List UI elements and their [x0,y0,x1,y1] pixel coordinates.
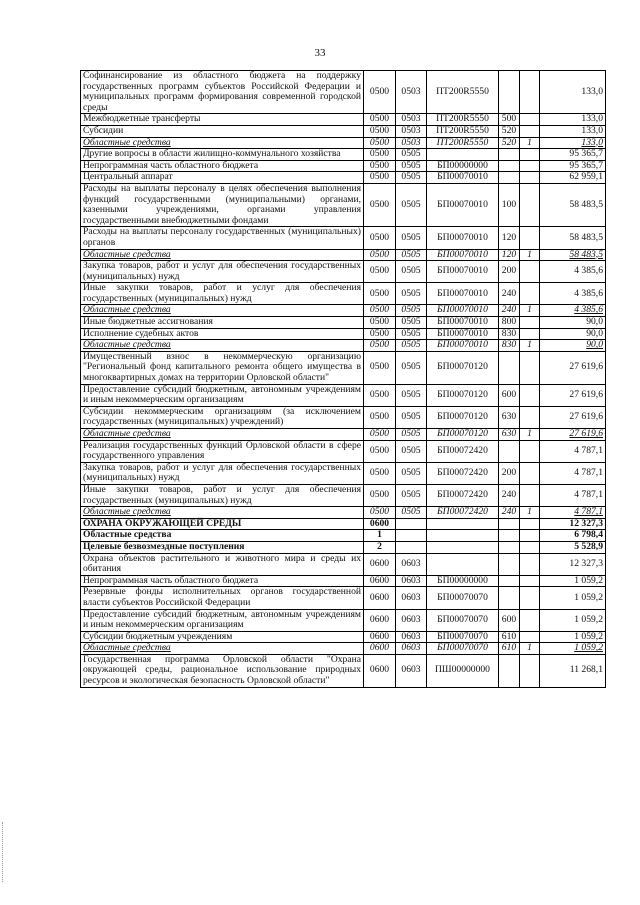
row-name: Межбюджетные трансферты [81,114,364,126]
subsection-code: 0603 [396,575,427,587]
subsection-code: 0505 [396,172,427,184]
section-code: 2 [364,541,396,553]
funding-source-code [520,172,540,184]
row-name: Непрограммная часть областного бюджета [81,160,364,172]
table-row [81,484,606,506]
section-code: 0600 [364,575,396,587]
funding-source-code [520,530,540,542]
funding-source-code [520,575,540,587]
row-name: Областные средства [81,305,364,317]
table-row [81,305,606,317]
subsection-code: 0503 [396,125,427,137]
expense-type-code [499,530,520,542]
row-name: Реализация государственных функций Орловской области в сфере государственного управления [81,440,364,462]
table-row [81,125,606,137]
funding-source-code [520,462,540,484]
section-code: 0600 [364,643,396,655]
subsection-code: 0505 [396,183,427,226]
subsection-code: 0505 [396,160,427,172]
row-name: Областные средства [81,429,364,441]
funding-source-code [520,149,540,161]
subsection-code [396,541,427,553]
target-article-code: БП00070010 [427,340,499,352]
table-row [81,384,606,406]
table-row [81,114,606,126]
row-name: Резервные фонды исполнительных органов государственной власти субъектов Российской Федерации [81,587,364,609]
subsection-code: 0505 [396,429,427,441]
expense-type-code: 830 [499,340,520,352]
margin-mark [2,822,4,882]
expense-type-code [499,541,520,553]
subsection-code: 0505 [396,384,427,406]
row-name: Охрана объектов растительного и животного мира и среды их обитания [81,553,364,575]
target-article-code [427,518,499,530]
table-row [81,654,606,687]
expense-type-code: 600 [499,384,520,406]
amount: 4 787,1 [540,462,606,484]
row-name: ОХРАНА ОКРУЖАЮЩЕЙ СРЕДЫ [81,518,364,530]
expense-type-code: 120 [499,227,520,249]
subsection-code: 0603 [396,553,427,575]
table-row [81,507,606,519]
table-row [81,518,606,530]
funding-source-code: 1 [520,137,540,149]
table-row [81,575,606,587]
section-code: 0500 [364,384,396,406]
section-code: 0500 [364,249,396,261]
budget-table [80,70,606,688]
section-code: 0600 [364,553,396,575]
expense-type-code: 630 [499,406,520,428]
amount: 133,0 [540,114,606,126]
amount: 4 385,6 [540,261,606,283]
target-article-code: БП00070120 [427,351,499,384]
subsection-code: 0505 [396,484,427,506]
subsection-code: 0603 [396,643,427,655]
target-article-code: БП00070120 [427,406,499,428]
expense-type-code: 800 [499,317,520,329]
amount: 1 059,2 [540,587,606,609]
funding-source-code [520,261,540,283]
expense-type-code [499,160,520,172]
section-code: 0500 [364,406,396,428]
table-row [81,71,606,114]
amount: 4 787,1 [540,440,606,462]
funding-source-code [520,631,540,643]
expense-type-code: 610 [499,643,520,655]
target-article-code: ПТ200R5550 [427,71,499,114]
section-code: 0500 [364,484,396,506]
expense-type-code [499,575,520,587]
row-name: Закупка товаров, работ и услуг для обеспечения государственных (муниципальных) нужд [81,261,364,283]
table-row [81,183,606,226]
target-article-code [427,541,499,553]
target-article-code: БП00070120 [427,429,499,441]
table-row [81,227,606,249]
target-article-code: БП00070010 [427,172,499,184]
table-row [81,261,606,283]
subsection-code: 0603 [396,609,427,631]
section-code: 0500 [364,261,396,283]
row-name: Предоставление субсидий бюджетным, автономным учреждениям и иным некоммерческим организациям [81,609,364,631]
section-code: 0500 [364,440,396,462]
funding-source-code: 1 [520,429,540,441]
row-name: Иные бюджетные ассигнования [81,317,364,329]
subsection-code: 0603 [396,587,427,609]
table-row [81,249,606,261]
table-row [81,643,606,655]
section-code: 0500 [364,429,396,441]
target-article-code: БП00072420 [427,507,499,519]
amount: 12 327,3 [540,518,606,530]
section-code: 0500 [364,305,396,317]
amount: 58 483,5 [540,183,606,226]
funding-source-code [520,317,540,329]
amount: 90,0 [540,340,606,352]
subsection-code: 0505 [396,227,427,249]
funding-source-code: 1 [520,507,540,519]
section-code: 0500 [364,351,396,384]
subsection-code: 0505 [396,507,427,519]
funding-source-code [520,553,540,575]
funding-source-code: 1 [520,305,540,317]
row-name: Иные закупки товаров, работ и услуг для обеспечения государственных (муниципальных) нужд [81,283,364,305]
target-article-code: ПТ200R5550 [427,114,499,126]
section-code: 0500 [364,507,396,519]
section-code: 0600 [364,654,396,687]
amount: 90,0 [540,328,606,340]
funding-source-code: 1 [520,340,540,352]
section-code: 0500 [364,328,396,340]
expense-type-code [499,654,520,687]
subsection-code: 0505 [396,317,427,329]
table-row [81,587,606,609]
expense-type-code: 240 [499,507,520,519]
expense-type-code [499,149,520,161]
expense-type-code [499,553,520,575]
amount: 1 059,2 [540,609,606,631]
section-code: 0500 [364,183,396,226]
amount: 1 059,2 [540,643,606,655]
funding-source-code [520,609,540,631]
row-name: Расходы на выплаты персоналу в целях обеспечения выполнения функций государственными (муниципальными) органами, казенными учреждениями, органами управления государственными внебюджетными фондами [81,183,364,226]
amount: 133,0 [540,125,606,137]
subsection-code [396,518,427,530]
subsection-code: 0505 [396,261,427,283]
table-row [81,137,606,149]
amount: 27 619,6 [540,429,606,441]
page-number: 33 [314,47,326,59]
row-name: Иные закупки товаров, работ и услуг для обеспечения государственных (муниципальных) нужд [81,484,364,506]
row-name: Целевые безвозмездные поступления [81,541,364,553]
row-name: Непрограммная часть областного бюджета [81,575,364,587]
row-name: Государственная программа Орловской области "Охрана окружающей среды, рациональное использование природных ресурсов и экологическая безопасность Орловской области" [81,654,364,687]
table-row [81,462,606,484]
target-article-code: БП00070010 [427,283,499,305]
table-row [81,283,606,305]
funding-source-code [520,541,540,553]
funding-source-code [520,654,540,687]
target-article-code: ПШ00000000 [427,654,499,687]
funding-source-code [520,71,540,114]
section-code: 0500 [364,137,396,149]
target-article-code [427,530,499,542]
amount: 1 059,2 [540,631,606,643]
subsection-code: 0603 [396,654,427,687]
target-article-code: БП00072420 [427,462,499,484]
section-code: 0500 [364,149,396,161]
amount: 27 619,6 [540,384,606,406]
subsection-code: 0505 [396,305,427,317]
subsection-code: 0505 [396,149,427,161]
amount: 4 787,1 [540,507,606,519]
expense-type-code: 120 [499,249,520,261]
subsection-code: 0503 [396,114,427,126]
funding-source-code [520,518,540,530]
amount: 4 385,6 [540,305,606,317]
expense-type-code [499,172,520,184]
target-article-code: БП00070070 [427,643,499,655]
target-article-code: БП00072420 [427,440,499,462]
subsection-code: 0503 [396,71,427,114]
row-name: Другие вопросы в области жилищно-коммунального хозяйства [81,149,364,161]
row-name: Расходы на выплаты персоналу государственных (муниципальных) органов [81,227,364,249]
target-article-code [427,149,499,161]
funding-source-code [520,125,540,137]
section-code: 0500 [364,114,396,126]
funding-source-code [520,328,540,340]
target-article-code [427,553,499,575]
amount: 58 483,5 [540,249,606,261]
section-code: 0500 [364,317,396,329]
expense-type-code: 200 [499,261,520,283]
table-row [81,541,606,553]
section-code: 0500 [364,283,396,305]
expense-type-code: 200 [499,462,520,484]
funding-source-code [520,183,540,226]
table-row [81,317,606,329]
amount: 6 798,4 [540,530,606,542]
row-name: Областные средства [81,340,364,352]
expense-type-code: 520 [499,137,520,149]
target-article-code: ПТ200R5550 [427,125,499,137]
target-article-code: БП00070010 [427,183,499,226]
row-name: Областные средства [81,507,364,519]
row-name: Областные средства [81,137,364,149]
subsection-code: 0505 [396,328,427,340]
subsection-code: 0505 [396,249,427,261]
row-name: Областные средства [81,530,364,542]
section-code: 0500 [364,125,396,137]
subsection-code: 0505 [396,283,427,305]
subsection-code: 0505 [396,351,427,384]
row-name: Софинансирование из областного бюджета на поддержку государственных программ субъектов Российской Федерации и муниципальных программ формирования современной городской среды [81,71,364,114]
table-row [81,440,606,462]
table-row [81,172,606,184]
amount: 95 365,7 [540,149,606,161]
row-name: Закупка товаров, работ и услуг для обеспечения государственных (муниципальных) нужд [81,462,364,484]
subsection-code: 0603 [396,631,427,643]
funding-source-code [520,283,540,305]
target-article-code: БП00070010 [427,317,499,329]
target-article-code: БП00000000 [427,575,499,587]
funding-source-code [520,384,540,406]
amount: 1 059,2 [540,575,606,587]
amount: 133,0 [540,137,606,149]
funding-source-code [520,484,540,506]
expense-type-code: 630 [499,429,520,441]
section-code: 0600 [364,587,396,609]
funding-source-code [520,160,540,172]
amount: 4 787,1 [540,484,606,506]
amount: 11 268,1 [540,654,606,687]
target-article-code: БП00000000 [427,160,499,172]
section-code: 0500 [364,462,396,484]
table-row [81,351,606,384]
table-row [81,406,606,428]
expense-type-code: 610 [499,631,520,643]
funding-source-code: 1 [520,249,540,261]
amount: 27 619,6 [540,351,606,384]
row-name: Исполнение судебных актов [81,328,364,340]
section-code: 0600 [364,518,396,530]
amount: 58 483,5 [540,227,606,249]
expense-type-code: 600 [499,609,520,631]
row-name: Субсидии [81,125,364,137]
target-article-code: БП00070010 [427,261,499,283]
row-name: Областные средства [81,643,364,655]
section-code: 0600 [364,609,396,631]
row-name: Центральный аппарат [81,172,364,184]
target-article-code: ПТ200R5550 [427,137,499,149]
funding-source-code: 1 [520,643,540,655]
section-code: 0600 [364,631,396,643]
section-code: 0500 [364,340,396,352]
subsection-code: 0505 [396,340,427,352]
expense-type-code: 240 [499,283,520,305]
expense-type-code [499,440,520,462]
funding-source-code [520,227,540,249]
amount: 5 528,9 [540,541,606,553]
table-row [81,631,606,643]
funding-source-code [520,351,540,384]
funding-source-code [520,440,540,462]
target-article-code: БП00070070 [427,587,499,609]
row-name: Имущественный взнос в некоммерческую организацию "Региональный фонд капитального ремонта общего имущества в многоквартирных домах на территории Орловской области" [81,351,364,384]
table-row [81,553,606,575]
table-row [81,160,606,172]
section-code: 1 [364,530,396,542]
funding-source-code [520,587,540,609]
subsection-code: 0505 [396,406,427,428]
table-row [81,530,606,542]
row-name: Субсидии бюджетным учреждениям [81,631,364,643]
expense-type-code: 100 [499,183,520,226]
section-code: 0500 [364,160,396,172]
section-code: 0500 [364,172,396,184]
amount: 95 365,7 [540,160,606,172]
table-row [81,609,606,631]
expense-type-code: 830 [499,328,520,340]
expense-type-code [499,518,520,530]
row-name: Субсидии некоммерческим организациям (за исключением государственных (муниципальных) учреждений) [81,406,364,428]
expense-type-code: 500 [499,114,520,126]
amount: 62 959,1 [540,172,606,184]
budget-table-body [81,71,606,688]
target-article-code: БП00072420 [427,484,499,506]
funding-source-code [520,406,540,428]
section-code: 0500 [364,227,396,249]
amount: 90,0 [540,317,606,329]
subsection-code [396,530,427,542]
row-name: Областные средства [81,249,364,261]
target-article-code: БП00070010 [427,305,499,317]
subsection-code: 0505 [396,440,427,462]
target-article-code: БП00070010 [427,328,499,340]
target-article-code: БП00070070 [427,631,499,643]
amount: 133,0 [540,71,606,114]
table-row [81,149,606,161]
subsection-code: 0505 [396,462,427,484]
row-name: Предоставление субсидий бюджетным, автономным учреждениям и иным некоммерческим организациям [81,384,364,406]
expense-type-code: 520 [499,125,520,137]
table-row [81,429,606,441]
expense-type-code: 240 [499,484,520,506]
amount: 12 327,3 [540,553,606,575]
table-row [81,328,606,340]
target-article-code: БП00070010 [427,249,499,261]
amount: 27 619,6 [540,406,606,428]
target-article-code: БП00070070 [427,609,499,631]
expense-type-code [499,71,520,114]
expense-type-code: 240 [499,305,520,317]
section-code: 0500 [364,71,396,114]
funding-source-code [520,114,540,126]
amount: 4 385,6 [540,283,606,305]
table-row [81,340,606,352]
expense-type-code [499,587,520,609]
target-article-code: БП00070010 [427,227,499,249]
target-article-code: БП00070120 [427,384,499,406]
expense-type-code [499,351,520,384]
subsection-code: 0503 [396,137,427,149]
